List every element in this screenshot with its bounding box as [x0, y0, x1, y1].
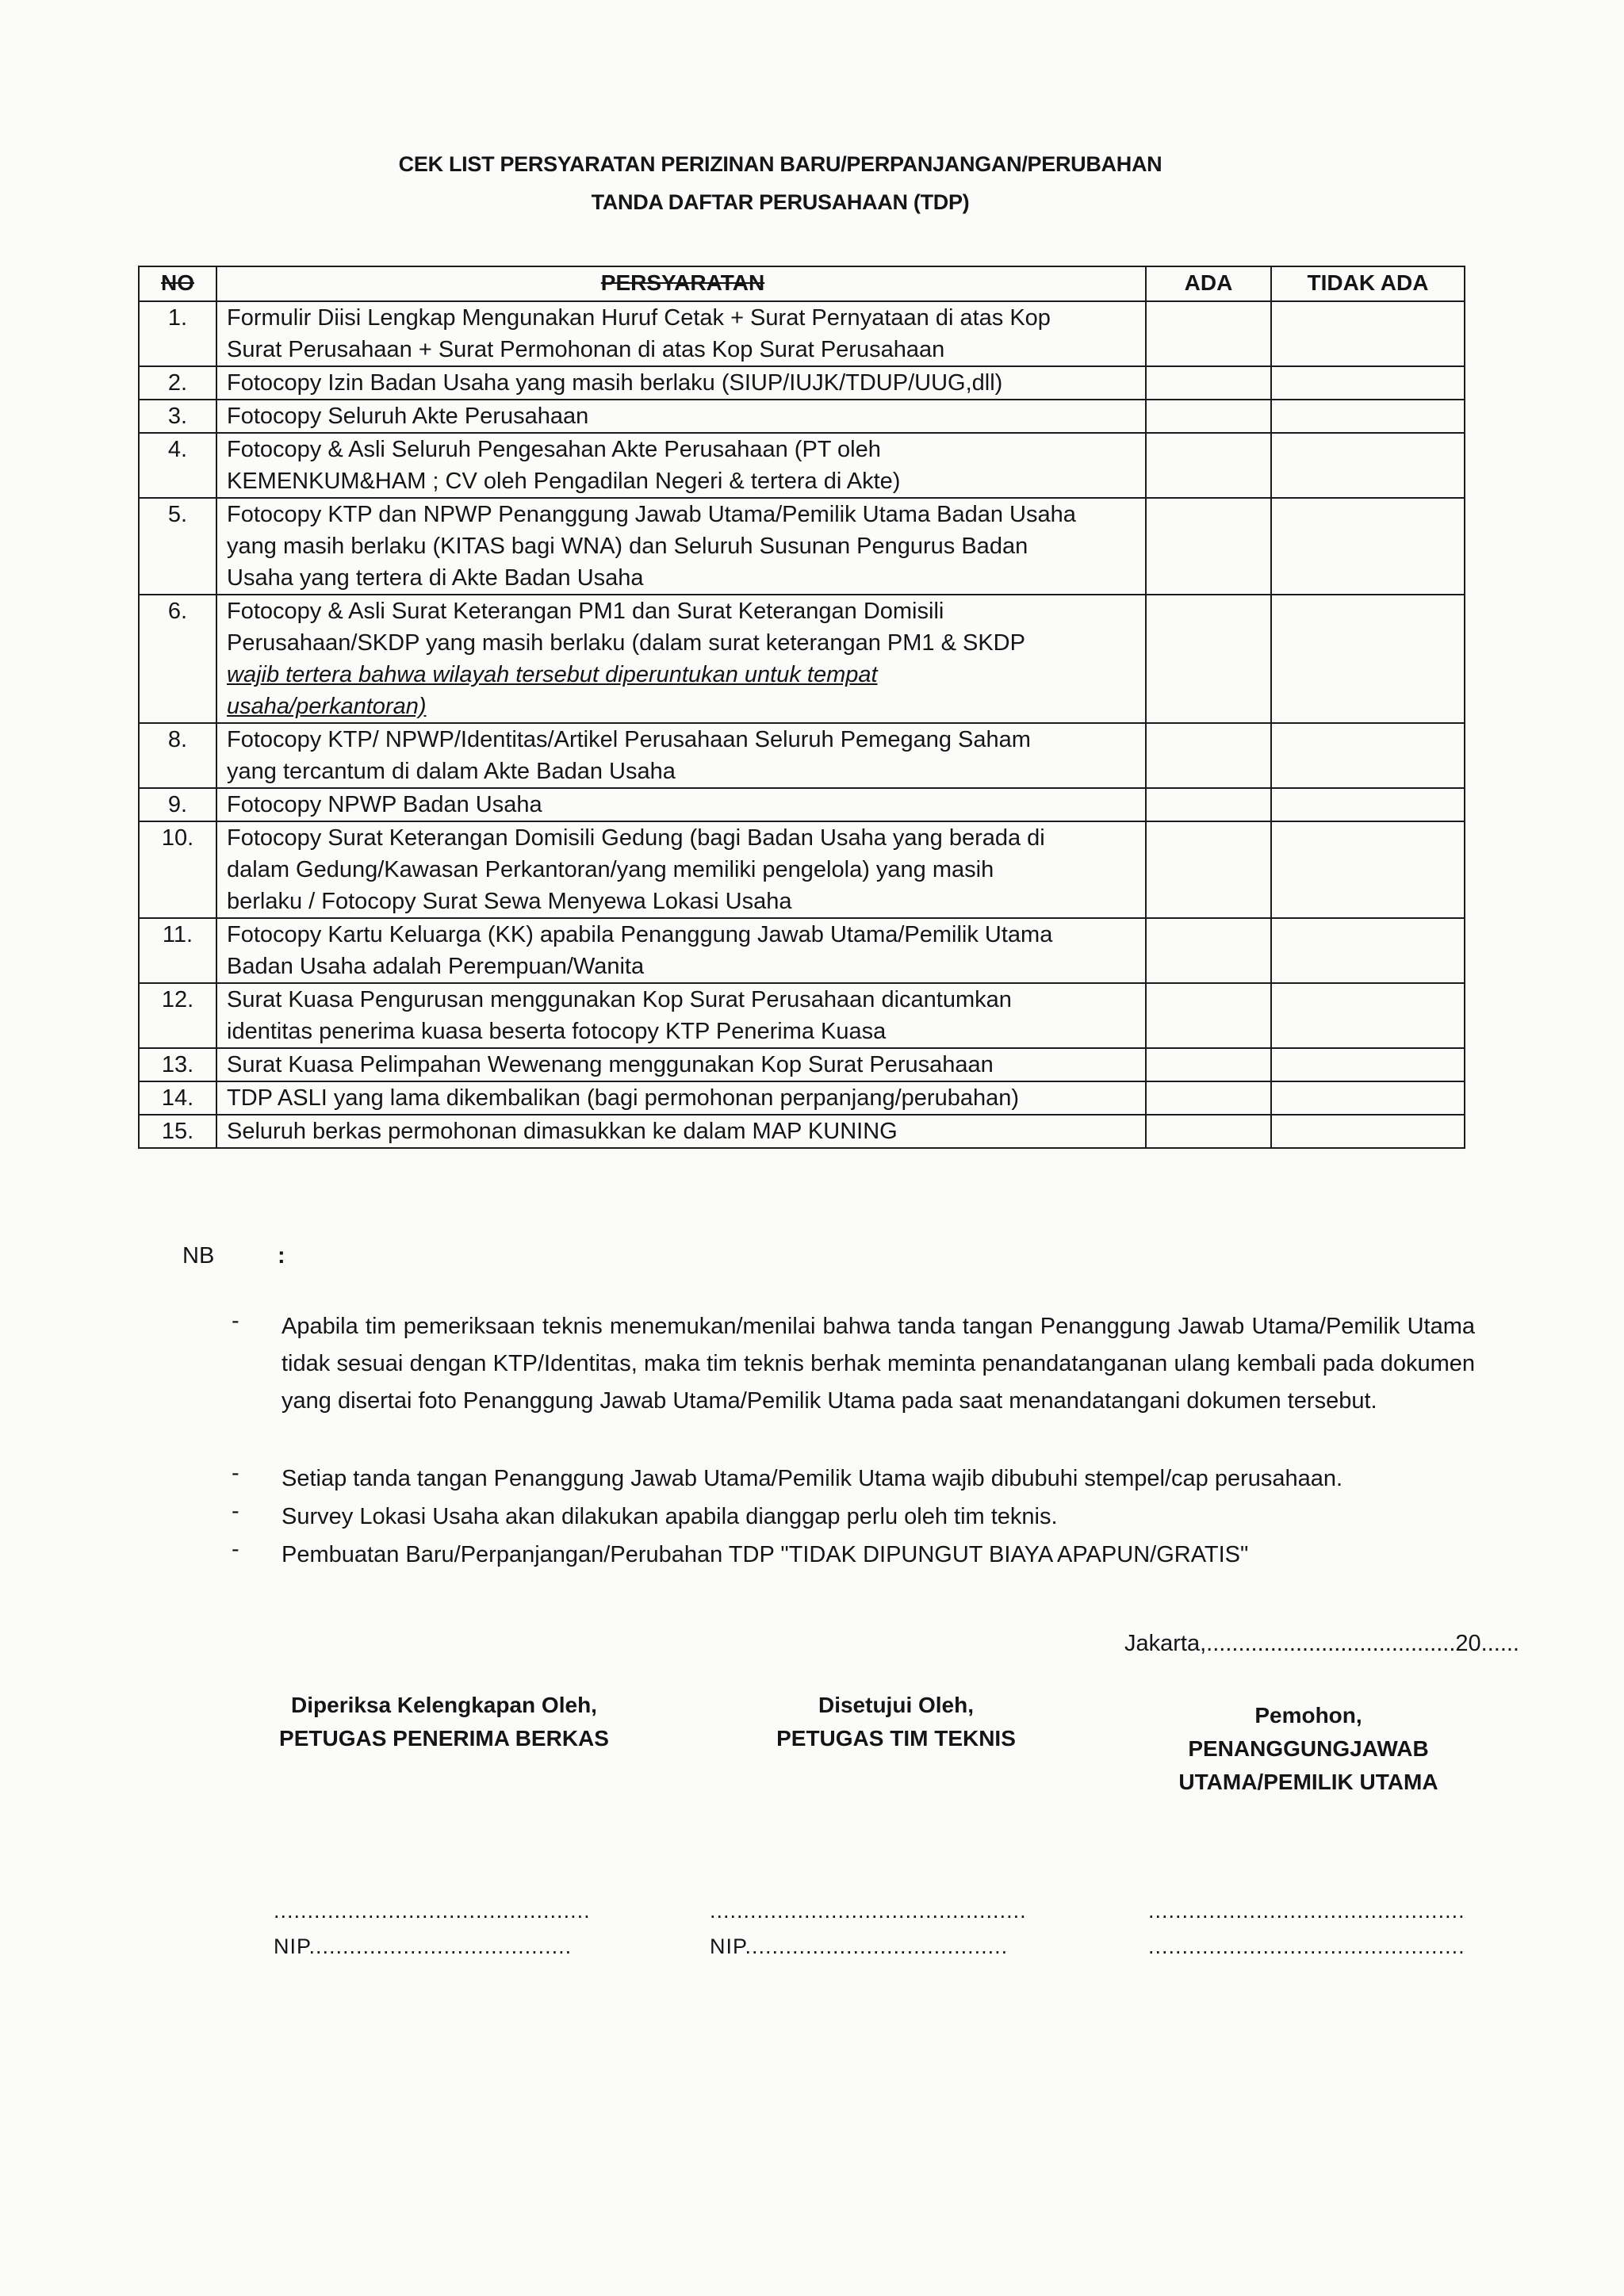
row-number: 14.: [139, 1081, 216, 1115]
nip-field-approver[interactable]: NIP.......................................: [710, 1934, 1009, 1958]
table-row: [139, 595, 1465, 723]
table-row: [139, 400, 1465, 433]
signature-block-approver: [722, 1689, 1071, 1755]
requirement-line: Fotocopy NPWP Badan Usaha: [227, 792, 542, 817]
requirement-line: berlaku / Fotocopy Surat Sewa Menyewa Lokasi Usaha: [227, 889, 792, 914]
bullet-dash: -: [232, 1498, 239, 1524]
table-row: [139, 301, 1465, 366]
tidak-ada-cell[interactable]: [1271, 918, 1465, 983]
row-number: 15.: [139, 1115, 216, 1148]
requirement-line: KEMENKUM&HAM ; CV oleh Pengadilan Negeri & tertera di Akte): [227, 469, 901, 494]
requirement-line: usaha/perkantoran): [227, 694, 427, 719]
signature-block-role: PENANGGUNGJAWAB: [1188, 1736, 1429, 1761]
ada-cell[interactable]: [1146, 788, 1271, 821]
requirement-line: Fotocopy & Asli Surat Keterangan PM1 dan Surat Keterangan Domisili: [227, 599, 944, 624]
tidak-ada-cell[interactable]: [1271, 1081, 1465, 1115]
bullet-dash: -: [232, 1460, 239, 1486]
requirement-text: [216, 433, 1146, 498]
header-no: NO: [139, 266, 216, 301]
requirement-text: [216, 821, 1146, 918]
row-number: 10.: [139, 821, 216, 918]
ada-cell[interactable]: [1146, 1048, 1271, 1081]
tidak-ada-cell[interactable]: [1271, 983, 1465, 1048]
row-number: 1.: [139, 301, 216, 366]
requirement-line: Perusahaan/SKDP yang masih berlaku (dalam surat keterangan PM1 & SKDP: [227, 630, 1025, 656]
ada-cell[interactable]: [1146, 1115, 1271, 1148]
tidak-ada-cell[interactable]: [1271, 433, 1465, 498]
requirement-line: identitas penerima kuasa beserta fotocopy KTP Penerima Kuasa: [227, 1019, 887, 1044]
requirement-line: Surat Kuasa Pengurusan menggunakan Kop Surat Perusahaan dicantumkan: [227, 987, 1012, 1012]
requirement-text: [216, 788, 1146, 821]
tidak-ada-cell[interactable]: [1271, 723, 1465, 788]
bullet-dash: -: [232, 1536, 239, 1562]
ada-cell[interactable]: [1146, 301, 1271, 366]
requirement-line: Surat Perusahaan + Surat Permohonan di atas Kop Surat Perusahaan: [227, 337, 945, 362]
row-number: 8.: [139, 723, 216, 788]
tidak-ada-cell[interactable]: [1271, 788, 1465, 821]
requirement-line: TDP ASLI yang lama dikembalikan (bagi permohonan perpanjang/perubahan): [227, 1085, 1019, 1111]
signature-block-checker: [270, 1689, 619, 1755]
row-number: 11.: [139, 918, 216, 983]
nb-label: NB: [182, 1243, 215, 1269]
requirement-line: Fotocopy KTP/ NPWP/Identitas/Artikel Perusahaan Seluruh Pemegang Saham: [227, 727, 1031, 752]
nb-note: Apabila tim pemeriksaan teknis menemukan/menilai bahwa tanda tangan Penanggung Jawab Utama/Pemilik Utama tidak sesuai dengan KTP/Identitas, maka tim teknis berhak meminta penandatanganan ulang kembali pada dokumen yang disertai foto Penanggung Jawab Utama/Pemilik Utama pada saat menandatangani dokumen tersebut.: [282, 1314, 1475, 1414]
table-row: [139, 433, 1465, 498]
name-field-applicant[interactable]: ...............................................: [1148, 1934, 1465, 1958]
requirement-line: Fotocopy Seluruh Akte Perusahaan: [227, 404, 589, 429]
header-ada: ADA: [1146, 266, 1271, 301]
table-header-row: [139, 266, 1465, 301]
tidak-ada-cell[interactable]: [1271, 821, 1465, 918]
requirement-text: [216, 1048, 1146, 1081]
requirement-line: Formulir Diisi Lengkap Mengunakan Huruf Cetak + Surat Pernyataan di atas Kop: [227, 305, 1051, 331]
row-number: 12.: [139, 983, 216, 1048]
table-row: [139, 918, 1465, 983]
ada-cell[interactable]: [1146, 498, 1271, 595]
signature-block-role: PETUGAS TIM TEKNIS: [776, 1726, 1016, 1751]
row-number: 4.: [139, 433, 216, 498]
table-row: [139, 1115, 1465, 1148]
requirement-line: Surat Kuasa Pelimpahan Wewenang menggunakan Kop Surat Perusahaan: [227, 1052, 994, 1077]
table-row: [139, 821, 1465, 918]
tidak-ada-cell[interactable]: [1271, 400, 1465, 433]
ada-cell[interactable]: [1146, 983, 1271, 1048]
requirement-line: Fotocopy Surat Keterangan Domisili Gedung (bagi Badan Usaha yang berada di: [227, 825, 1045, 851]
requirement-text: [216, 498, 1146, 595]
tidak-ada-cell[interactable]: [1271, 366, 1465, 400]
table-row: [139, 723, 1465, 788]
ada-cell[interactable]: [1146, 433, 1271, 498]
table-row: [139, 1081, 1465, 1115]
nb-note: Pembuatan Baru/Perpanjangan/Perubahan TDP "TIDAK DIPUNGUT BIAYA APAPUN/GRATIS": [282, 1542, 1249, 1567]
table-row: [139, 788, 1465, 821]
document-title-line2: TANDA DAFTAR PERUSAHAAN (TDP): [591, 190, 970, 214]
ada-cell[interactable]: [1146, 400, 1271, 433]
requirement-text: [216, 1081, 1146, 1115]
ada-cell[interactable]: [1146, 1081, 1271, 1115]
ada-cell[interactable]: [1146, 723, 1271, 788]
row-number: 2.: [139, 366, 216, 400]
requirement-line: Fotocopy & Asli Seluruh Pengesahan Akte Perusahaan (PT oleh: [227, 437, 881, 462]
table-row: [139, 366, 1465, 400]
row-number: 5.: [139, 498, 216, 595]
requirement-text: [216, 400, 1146, 433]
header-tidak-ada: TIDAK ADA: [1271, 266, 1465, 301]
table-row: [139, 498, 1465, 595]
row-number: 9.: [139, 788, 216, 821]
row-number: 6.: [139, 595, 216, 723]
requirement-line: yang masih berlaku (KITAS bagi WNA) dan Seluruh Susunan Pengurus Badan: [227, 534, 1028, 559]
signature-block-role: PETUGAS PENERIMA BERKAS: [279, 1726, 609, 1751]
tidak-ada-cell[interactable]: [1271, 498, 1465, 595]
nb-colon: :: [278, 1243, 285, 1269]
nb-note: Survey Lokasi Usaha akan dilakukan apabila dianggap perlu oleh tim teknis.: [282, 1504, 1058, 1529]
bullet-dash: -: [232, 1308, 239, 1334]
requirement-text: [216, 366, 1146, 400]
requirement-line: Seluruh berkas permohonan dimasukkan ke dalam MAP KUNING: [227, 1119, 898, 1144]
table-row: [139, 983, 1465, 1048]
tidak-ada-cell[interactable]: [1271, 1115, 1465, 1148]
nb-note: Setiap tanda tangan Penanggung Jawab Utama/Pemilik Utama wajib dibubuhi stempel/cap perusahaan.: [282, 1466, 1343, 1491]
document-title-line1: CEK LIST PERSYARATAN PERIZINAN BARU/PERPANJANGAN/PERUBAHAN: [398, 152, 1162, 176]
signature-block-title: Pemohon,: [1254, 1703, 1362, 1728]
requirement-line: wajib tertera bahwa wilayah tersebut diperuntukan untuk tempat: [227, 662, 878, 687]
requirement-line: Usaha yang tertera di Akte Badan Usaha: [227, 565, 644, 591]
signature-block-role-line2: UTAMA/PEMILIK UTAMA: [1178, 1770, 1438, 1794]
requirement-text: [216, 983, 1146, 1048]
header-requirement: PERSYARATAN: [216, 266, 1146, 301]
requirement-line: dalam Gedung/Kawasan Perkantoran/yang memiliki pengelola) yang masih: [227, 857, 994, 882]
ada-cell[interactable]: [1146, 821, 1271, 918]
signature-block-applicant: [1126, 1699, 1491, 1799]
requirement-line: yang tercantum di dalam Akte Badan Usaha: [227, 759, 676, 784]
signature-block-title: Diperiksa Kelengkapan Oleh,: [291, 1693, 597, 1717]
signature-block-title: Disetujui Oleh,: [818, 1693, 975, 1717]
requirement-text: [216, 723, 1146, 788]
ada-cell[interactable]: [1146, 918, 1271, 983]
signature-line-applicant[interactable]: ...............................................: [1148, 1899, 1465, 1923]
requirement-line: Badan Usaha adalah Perempuan/Wanita: [227, 954, 645, 979]
requirements-table: [138, 266, 1465, 1149]
tidak-ada-cell[interactable]: [1271, 595, 1465, 723]
nip-field-checker[interactable]: NIP.......................................: [274, 1934, 573, 1958]
requirement-line: Fotocopy Kartu Keluarga (KK) apabila Penanggung Jawab Utama/Pemilik Utama: [227, 922, 1053, 947]
tidak-ada-cell[interactable]: [1271, 301, 1465, 366]
requirement-line: Fotocopy KTP dan NPWP Penanggung Jawab Utama/Pemilik Utama Badan Usaha: [227, 502, 1076, 527]
requirement-text: [216, 301, 1146, 366]
requirement-line: Fotocopy Izin Badan Usaha yang masih berlaku (SIUP/IUJK/TDUP/UUG,dll): [227, 370, 1003, 396]
ada-cell[interactable]: [1146, 366, 1271, 400]
place-date: Jakarta,.......................................20......: [1124, 1631, 1519, 1656]
table-row: [139, 1048, 1465, 1081]
tidak-ada-cell[interactable]: [1271, 1048, 1465, 1081]
row-number: 3.: [139, 400, 216, 433]
requirement-text: [216, 918, 1146, 983]
requirement-text: [216, 1115, 1146, 1148]
signature-line-approver[interactable]: ...............................................: [710, 1899, 1027, 1923]
ada-cell[interactable]: [1146, 595, 1271, 723]
requirement-text: [216, 595, 1146, 723]
signature-line-checker[interactable]: ...............................................: [274, 1899, 591, 1923]
row-number: 13.: [139, 1048, 216, 1081]
